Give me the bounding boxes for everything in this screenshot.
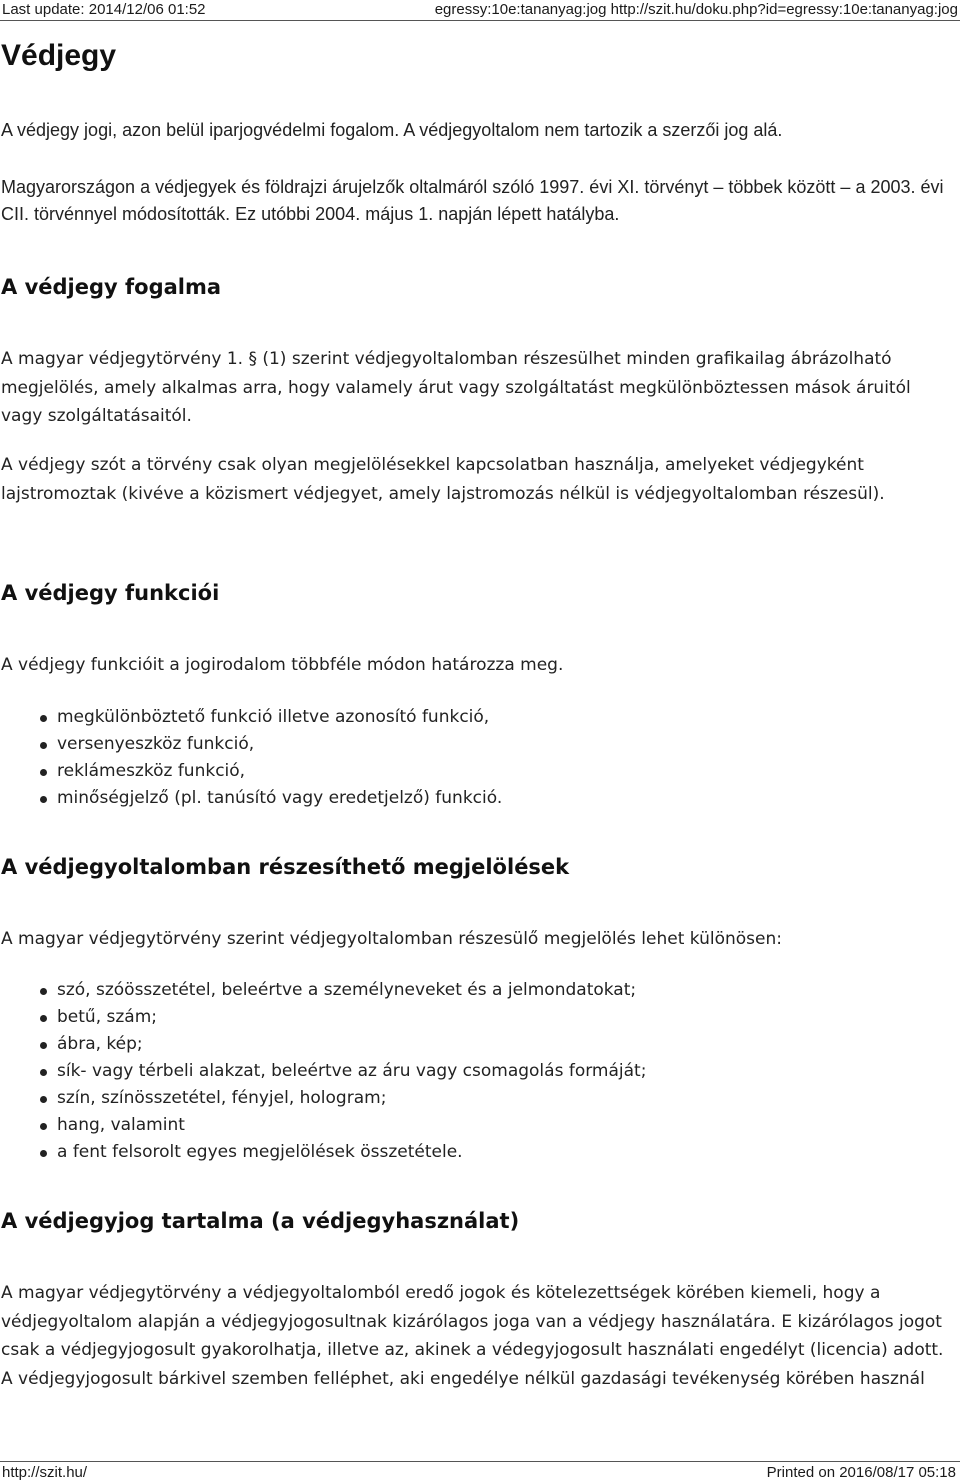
section-heading-fogalma: A védjegy fogalma: [1, 275, 222, 299]
printed-date-text: Printed on 2016/08/17 05:18: [766, 1464, 956, 1481]
list-item: versenyeszköz funkció,: [0, 731, 502, 758]
list-item: hang, valamint: [0, 1112, 646, 1139]
list-item: szó, szóösszetétel, beleértve a személyneveket és a jelmondatokat;: [0, 977, 646, 1004]
last-update-text: Last update: 2014/12/06 01:52: [2, 1, 206, 18]
list-item: reklámeszköz funkció,: [0, 758, 502, 785]
footer-divider: [0, 1461, 960, 1462]
list-item: betű, szám;: [0, 1004, 646, 1031]
section-heading-funkcioi: A védjegy funkciói: [1, 581, 220, 605]
list-item: ábra, kép;: [0, 1031, 646, 1058]
list-item: sík- vagy térbeli alakzat, beleértve az áru vagy csomagolás formáját;: [0, 1058, 646, 1085]
tartalma-paragraph: A magyar védjegytörvény a védjegyoltalomból eredő jogok és kötelezettségek körében kiemeli, hogy a védjegyoltalom alapján a védjegyjogosultnak kizárólagos joga van a védjegy használatára. E kizárólagos jogot csak a védjegyjogosult gyakorolhatja, illetve az, akinek a védegyjogosult használati engedélyt (licencia) adott. A védjegyjogosult bárkivel szemben felléphet, aki engedélye nélkül gazdasági tevékenység körében használ: [1, 1283, 944, 1389]
section-heading-tartalma: A védjegyjog tartalma (a védjegyhasználat): [1, 1209, 520, 1233]
list-item: szín, színösszetétel, fényjel, hologram;: [0, 1085, 646, 1112]
funkcioi-paragraph: A védjegy funkcióit a jogirodalom többféle módon határozza meg.: [1, 655, 564, 675]
site-link[interactable]: http://szit.hu/: [2, 1464, 88, 1481]
header-divider: [0, 20, 960, 21]
fogalma-paragraph-2: A védjegy szót a törvény csak olyan megjelölésekkel kapcsolatban használja, amelyeket védjegyként lajstromoztak (kivéve a közismert védjegyet, amely lajstromozás nélkül is védjegyoltalomban részesül).: [1, 455, 885, 504]
page-header: [0, 0, 960, 22]
intro-paragraph-1: A védjegy jogi, azon belül iparjogvédelmi fogalom. A védjegyoltalom nem tartozik a szerzői jog alá.: [1, 120, 783, 140]
section-heading-megjelolesek: A védjegyoltalomban részesíthető megjelölések: [1, 855, 570, 879]
intro-paragraph-2: Magyarországon a védjegyek és földrajzi árujelzők oltalmáról szóló 1997. évi XI. törvényt – többek között – a 2003. évi CII. törvénnyel módosították. Ez utóbbi 2004. május 1. napján lépett hatályba.: [1, 177, 944, 224]
list-item: minőségjelző (pl. tanúsító vagy eredetjelző) funkció.: [0, 785, 502, 812]
page-footer: [0, 1463, 960, 1483]
list-item: megkülönböztető funkció illetve azonosító funkció,: [0, 704, 502, 731]
page-reference-link[interactable]: egressy:10e:tananyag:jog http://szit.hu/doku.php?id=egressy:10e:tananyag:jog: [434, 1, 958, 18]
fogalma-paragraph-1: A magyar védjegytörvény 1. § (1) szerint védjegyoltalomban részesülhet minden grafikailag ábrázolható megjelölés, amely alkalmas arra, hogy valamely árut vagy szolgáltatást megkülönböztessen mások áruitól vagy szolgáltatásaitól.: [1, 349, 911, 426]
list-item: a fent felsorolt egyes megjelölések összetétele.: [0, 1139, 646, 1166]
page-title: Védjegy: [1, 39, 117, 72]
megjelolesek-list: [0, 977, 646, 1166]
megjelolesek-paragraph: A magyar védjegytörvény szerint védjegyoltalomban részesülő megjelölés lehet különösen:: [1, 929, 782, 949]
funkcioi-list: [0, 704, 502, 812]
